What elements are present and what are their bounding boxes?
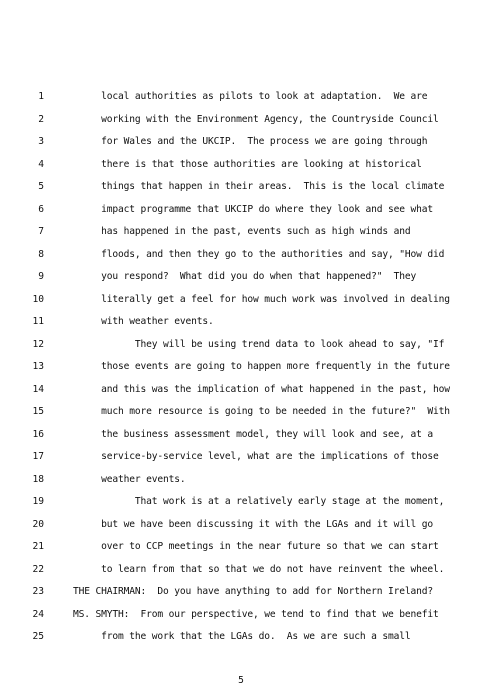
transcript-line <box>0 379 482 401</box>
transcript-line <box>0 491 482 513</box>
line-text: weather events. <box>73 473 186 485</box>
line-number: 2 <box>38 113 44 125</box>
line-text: working with the Environment Agency, the Countryside Council <box>73 113 439 125</box>
line-text: over to CCP meetings in the near future so that we can start <box>73 541 439 552</box>
line-number: 23 <box>32 586 44 597</box>
transcript-line <box>0 109 482 131</box>
page-number: 5 <box>238 675 244 686</box>
line-text: literally get a feel for how much work was involved in dealing <box>73 293 450 305</box>
line-number: 24 <box>32 608 44 620</box>
transcript-line <box>0 311 482 333</box>
line-text: you respond? What did you do when that happened?" They <box>73 271 417 282</box>
line-text: things that happen in their areas. This is the local climate <box>73 181 445 192</box>
line-number: 3 <box>38 136 44 147</box>
line-text: from the work that the LGAs do. As we are such a small <box>73 631 411 642</box>
transcript-line <box>0 86 482 108</box>
transcript-line <box>0 401 482 423</box>
line-text: MS. SMYTH: From our perspective, we tend to find that we benefit <box>73 608 439 620</box>
line-text: THE CHAIRMAN: Do you have anything to add for Northern Ireland? <box>73 586 434 597</box>
transcript-line <box>0 469 482 491</box>
transcript-line <box>0 266 482 288</box>
line-number: 20 <box>32 518 44 530</box>
line-number: 10 <box>32 293 44 305</box>
transcript-line <box>0 289 482 311</box>
line-text: those events are going to happen more frequently in the future <box>73 361 450 372</box>
transcript-line <box>0 199 482 221</box>
line-text: for Wales and the UKCIP. The process we are going through <box>73 136 428 147</box>
line-number: 22 <box>32 563 44 575</box>
line-number: 11 <box>32 316 44 327</box>
line-number: 21 <box>32 541 44 552</box>
line-text: has happened in the past, events such as high winds and <box>73 226 411 237</box>
line-text: impact programme that UKCIP do where they look and see what <box>73 203 434 215</box>
line-number: 9 <box>38 271 44 282</box>
line-text: floods, and then they go to the authorities and say, "How did <box>73 248 445 260</box>
transcript-line <box>0 604 482 626</box>
transcript-line <box>0 244 482 266</box>
transcript-line <box>0 221 482 243</box>
transcript-line <box>0 356 482 378</box>
transcript-line <box>0 154 482 176</box>
line-number: 12 <box>32 338 44 350</box>
transcript-line <box>0 131 482 153</box>
line-number: 7 <box>38 226 44 237</box>
line-text: They will be using trend data to look ahead to say, "If <box>73 338 445 350</box>
line-text: there is that those authorities are looking at historical <box>73 158 422 170</box>
transcript-line <box>0 424 482 446</box>
line-text: to learn from that so that we do not have reinvent the wheel. <box>73 563 445 575</box>
line-number: 4 <box>38 158 44 170</box>
transcript-line <box>0 559 482 581</box>
transcript-line <box>0 626 482 648</box>
line-text: much more resource is going to be needed in the future?" With <box>73 406 450 417</box>
transcript-line <box>0 446 482 468</box>
transcript-line <box>0 581 482 603</box>
line-number: 15 <box>32 406 44 417</box>
line-number: 6 <box>38 203 44 215</box>
transcript-line <box>0 514 482 536</box>
line-number: 1 <box>38 91 44 102</box>
line-number: 19 <box>32 496 44 507</box>
transcript-line <box>0 334 482 356</box>
line-text: the business assessment model, they will look and see, at a <box>73 428 434 440</box>
line-number: 17 <box>32 451 44 462</box>
line-number: 14 <box>32 383 44 395</box>
line-text: but we have been discussing it with the LGAs and it will go <box>73 518 434 530</box>
line-text: service-by-service level, what are the implications of those <box>73 451 439 462</box>
transcript-line <box>0 536 482 558</box>
line-text: That work is at a relatively early stage at the moment, <box>73 496 445 507</box>
line-number: 18 <box>32 473 44 485</box>
line-number: 25 <box>32 631 44 642</box>
line-number: 16 <box>32 428 44 440</box>
line-number: 5 <box>38 181 44 192</box>
line-number: 8 <box>38 248 44 260</box>
line-text: local authorities as pilots to look at adaptation. We are <box>73 91 428 102</box>
line-number: 13 <box>32 361 44 372</box>
line-text: with weather events. <box>73 316 214 327</box>
line-text: and this was the implication of what happened in the past, how <box>73 383 450 395</box>
transcript-line <box>0 176 482 198</box>
